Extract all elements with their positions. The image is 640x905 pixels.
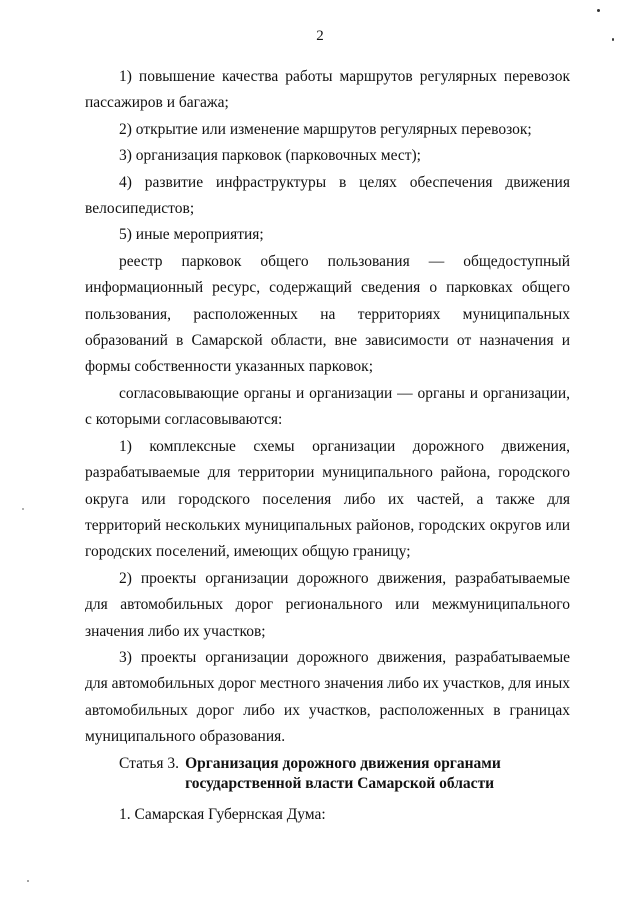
paragraph-parking-registry: реестр парковок общего пользования — общедоступный информационный ресурс, содержащий сведения о парковках общего пользования, расположенных на территориях муниципальных образований в Самарской области, вне зависимости от назначения и формы собственности указанных парковок; [85, 252, 570, 376]
scan-speck [27, 880, 29, 882]
paragraph-approval-3: 3) проекты организации дорожного движения, разрабатываемые для автомобильных дорог местного значения либо их участков, для иных автомобильных дорог либо их участков, расположенных в границах муниципального образования. [85, 648, 570, 746]
scan-speck [22, 508, 24, 510]
document-body [85, 64, 570, 828]
paragraph-approval-1: 1) комплексные схемы организации дорожного движения, разрабатываемые для территории муниципального района, городского округа или городского поселения либо их частей, а также для территорий нескольких муниципальных районов, городских округов или городских поселений, имеющих общую границу; [85, 437, 570, 561]
paragraph-measure-4: 4) развитие инфраструктуры в целях обеспечения движения велосипедистов; [85, 173, 570, 218]
article-title [185, 754, 501, 794]
article-label: Статья 3. [119, 754, 180, 772]
article-title-line-1: Организация дорожного движения органами [185, 754, 501, 772]
paragraph-measure-2: 2) открытие или изменение маршрутов регулярных перевозок; [119, 120, 532, 138]
scan-speck [597, 9, 600, 12]
page-number: 2 [316, 28, 324, 44]
article-heading [85, 754, 570, 794]
paragraph-duma: 1. Самарская Губернская Дума: [119, 805, 326, 823]
paragraph-approval-2: 2) проекты организации дорожного движения, разрабатываемые для автомобильных дорог регионального или межмуниципального значения либо их участков; [85, 569, 570, 640]
paragraph-measure-5: 5) иные мероприятия; [119, 226, 264, 244]
article-title-line-2: государственной власти Самарской области [185, 774, 495, 792]
paragraph-approving-bodies: согласовывающие органы и организации — органы и организации, с которыми согласовываются: [85, 384, 570, 429]
paragraph-measure-1: 1) повышение качества работы маршрутов регулярных перевозок пассажиров и багажа; [85, 68, 570, 112]
paragraph-measure-3: 3) организация парковок (парковочных мест); [119, 147, 421, 165]
scan-speck [612, 38, 614, 41]
